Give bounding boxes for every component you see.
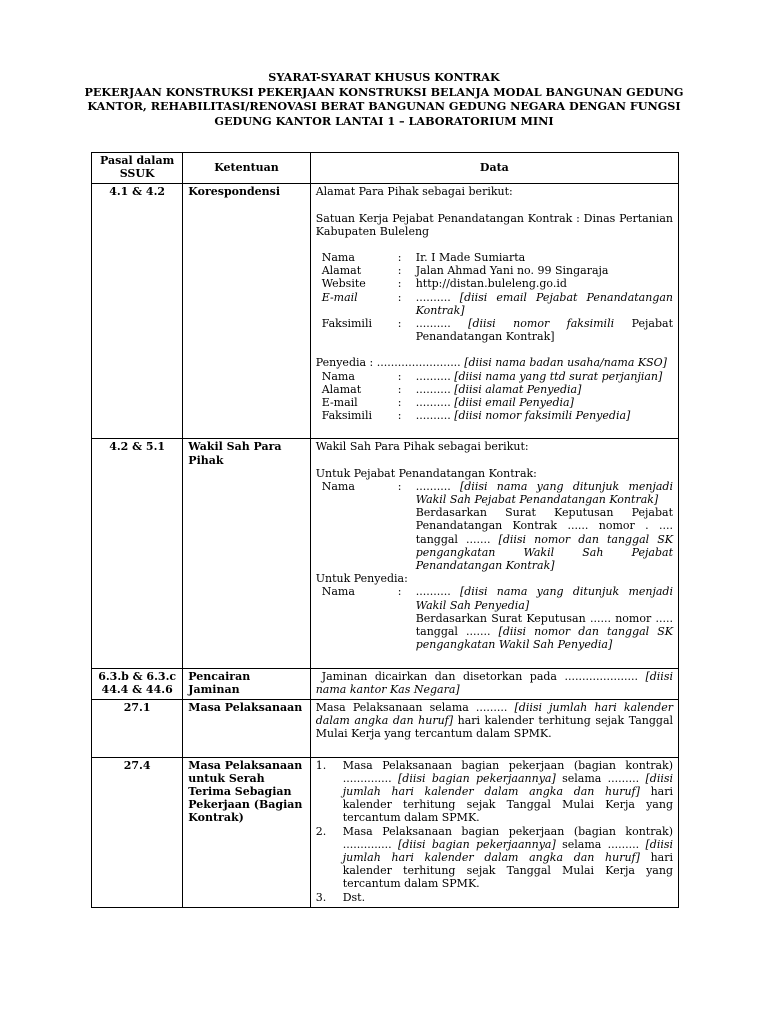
table-row <box>92 699 679 757</box>
penyedia-alamat: Alamat : .......... [diisi alamat Penyedia] <box>321 382 582 396</box>
ppk-alamat: Alamat : Jalan Ahmad Yani no. 99 Singaraja <box>321 264 609 278</box>
penyedia-email: E-mail : .......... [diisi email Penyedia] <box>321 396 574 410</box>
table-row <box>92 184 679 439</box>
wakil-ppk-label: Untuk Pejabat Penandatangan Kontrak: <box>315 466 537 480</box>
jaminan-note: [diisi nama kantor Kas Negara] <box>315 669 673 696</box>
ketentuan-cell: Wakil Sah Para Pihak <box>183 439 310 668</box>
table-row <box>92 757 679 907</box>
table-row <box>92 439 679 668</box>
ppk-email: E-mail : .......... [diisi email Pejabat Penandatangan Kontrak] <box>321 290 674 317</box>
satker-text: Satuan Kerja Pejabat Penandatangan Kontrak : Dinas Pertanian Kabupaten Buleleng <box>315 211 673 238</box>
data-cell <box>310 184 678 439</box>
pasal-cell: 27.1 <box>92 699 183 757</box>
masa-text: Masa Pelaksanaan selama ......... <box>315 700 508 714</box>
data-cell <box>310 439 678 668</box>
jaminan-text: Jaminan dicairkan dan disetorkan pada ..................... <box>321 669 638 683</box>
wakil-intro: Wakil Sah Para Pihak sebagai berikut: <box>315 440 529 454</box>
doc-subtitle-line3: GEDUNG KANTOR LANTAI 1 – LABORATORIUM MINI <box>214 113 554 128</box>
data-cell <box>310 668 678 699</box>
ppk-website: Website : http://distan.buleleng.go.id <box>321 277 567 291</box>
ppk-nama: Nama : Ir. I Made Sumiarta <box>321 251 526 265</box>
ppk-faksimili: Faksimili : .......... [diisi nomor faksimili Pejabat Penandatangan Kontrak] <box>321 317 674 344</box>
penyedia-label: Penyedia : ........................ [diisi nama badan usaha/nama KSO] <box>315 356 667 370</box>
header-ketentuan: Ketentuan <box>183 153 310 184</box>
pasal-cell: 27.4 <box>92 757 183 907</box>
list-item: 3. Dst. <box>315 890 366 904</box>
penyedia-nama: Nama : .......... [diisi nama yang ttd surat perjanjian] <box>321 369 663 383</box>
ssuk-table <box>91 152 679 908</box>
penyedia-faksimili: Faksimili : .......... [diisi nomor faksimili Penyedia] <box>321 409 631 423</box>
table-header-row <box>92 153 679 184</box>
header-data: Data <box>310 153 678 184</box>
list-item: 2. Masa Pelaksanaan bagian pekerjaan (bagian kontrak) .............. [diisi bagian pekerjaannya] selama ......... [diisi jumlah hari kalender dalam angka dan huruf] hari kalender terhitung sejak Tanggal Mulai Kerja yang tercantum dalam SPMK. <box>315 824 674 891</box>
wakil-penyedia-nama: Nama : .......... [diisi nama yang ditunjuk menjadi Wakil Sah Penyedia] Berdasarkan Surat Keputusan ...... nomor ..... tanggal ....... [diisi nomor dan tanggal SK pengangkatan Wakil Sah Penyedia] <box>321 585 673 652</box>
list-item: 1. Masa Pelaksanaan bagian pekerjaan (bagian kontrak) .............. [diisi bagian pekerjaannya] selama ......... [diisi jumlah hari kalender dalam angka dan huruf] hari kalender terhitung sejak Tanggal Mulai Kerja yang tercantum dalam SPMK. <box>315 758 674 825</box>
masa-note: [diisi jumlah hari kalender dalam angka dan huruf] <box>315 700 673 728</box>
doc-title: SYARAT-SYARAT KHUSUS KONTRAK <box>268 70 500 84</box>
wakil-penyedia-label: Untuk Penyedia: <box>315 572 408 586</box>
ketentuan-cell: Korespondensi <box>183 184 310 439</box>
ketentuan-cell: Masa Pelaksanaan untuk Serah Terima Sebagian Pekerjaan (Bagian Kontrak) <box>183 757 310 907</box>
masa-text-end: hari kalender terhitung sejak Tanggal Mulai Kerja yang tercantum dalam SPMK. <box>315 714 674 741</box>
doc-subtitle-line2: KANTOR, REHABILITASI/RENOVASI BERAT BANGUNAN GEDUNG NEGARA DENGAN FUNGSI <box>87 99 681 114</box>
korespondensi-intro: Alamat Para Pihak sebagai berikut: <box>315 185 513 199</box>
document-header <box>60 70 708 128</box>
doc-subtitle-line1: PEKERJAAN KONSTRUKSI PEKERJAAN KONSTRUKSI BELANJA MODAL BANGUNAN GEDUNG <box>84 84 684 99</box>
pasal-cell: 6.3.b & 6.3.c 44.4 & 44.6 <box>92 668 183 699</box>
pasal-cell: 4.1 & 4.2 <box>92 184 183 439</box>
data-cell <box>310 757 678 907</box>
ketentuan-cell: Pencairan Jaminan <box>183 668 310 699</box>
table-row <box>92 668 679 699</box>
header-pasal: Pasal dalam SSUK <box>92 153 183 184</box>
data-cell <box>310 699 678 757</box>
wakil-ppk-nama: Nama : .......... [diisi nama yang ditunjuk menjadi Wakil Sah Pejabat Penandatangan Kontrak] Berdasarkan Surat Keputusan Pejabat Penandatangan Kontrak ...... nomor . .... tanggal ....... [diisi nomor dan tanggal SK pengangkatan Wakil Sah Pejabat Penandatangan Kontrak] <box>321 479 673 573</box>
ketentuan-cell: Masa Pelaksanaan <box>183 699 310 757</box>
pasal-cell: 4.2 & 5.1 <box>92 439 183 668</box>
